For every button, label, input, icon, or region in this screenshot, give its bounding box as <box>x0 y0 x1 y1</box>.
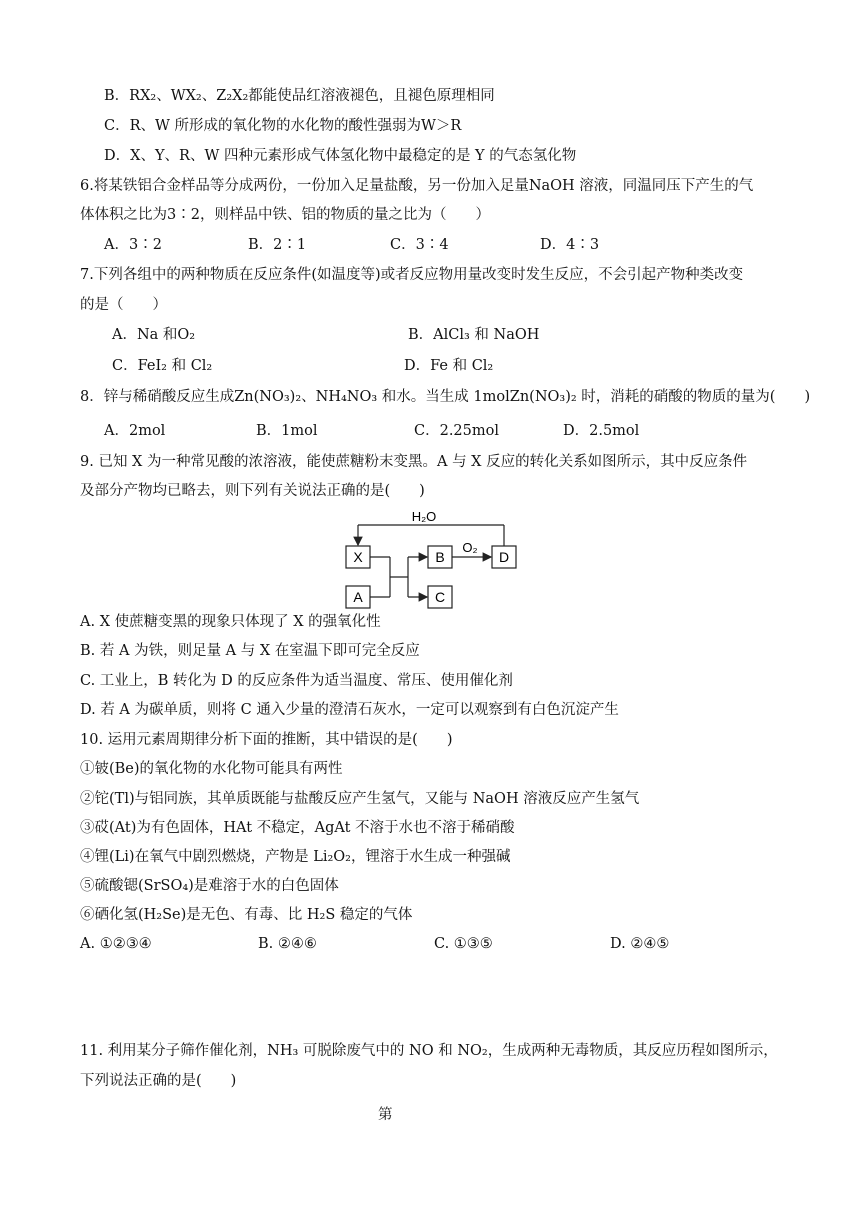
q10-option-b: B. ②④⑥ <box>258 936 317 952</box>
q9-stem-line1: 9. 已知 X 为一种常见酸的浓溶液，能使蔗糖粉末变黑。A 与 X 反应的转化关系如图所示，其中反应条件 <box>80 454 748 470</box>
q6-stem-line1: 6.将某铁铝合金样品等分成两份，一份加入足量盐酸，另一份加入足量NaOH 溶液，同温同压下产生的气 <box>80 178 754 194</box>
q6-option-d: D．4∶3 <box>540 237 600 253</box>
q10-item-6: ⑥硒化氢(H₂Se)是无色、有毒、比 H₂S 稳定的气体 <box>80 907 413 923</box>
q7-option-d: D．Fe 和 Cl₂ <box>404 358 494 374</box>
label-o2: O₂ <box>462 540 478 555</box>
page-footer-label: 第 <box>378 1107 393 1123</box>
q9-reaction-diagram <box>330 505 530 610</box>
q10-item-3: ③砹(At)为有色固体，HAt 不稳定，AgAt 不溶于水也不溶于稀硝酸 <box>80 820 515 836</box>
q10-item-4: ④锂(Li)在氧气中剧烈燃烧，产物是 Li₂O₂，锂溶于水生成一种强碱 <box>80 849 511 865</box>
box-d-label: D <box>498 549 510 565</box>
q6-option-a: A．3∶2 <box>104 237 162 253</box>
q8-stem: 8．锌与稀硝酸反应生成Zn(NO₃)₂、NH₄NO₃ 和水。当生成 1molZn(NO₃)₂ 时，消耗的硝酸的物质的量为( ) <box>80 389 811 405</box>
q10-item-5: ⑤硫酸锶(SrSO₄)是难溶于水的白色固体 <box>80 878 339 894</box>
q10-stem: 10. 运用元素周期律分析下面的推断，其中错误的是( ) <box>80 732 453 748</box>
q6-option-b: B．2∶1 <box>248 237 307 253</box>
label-h2o: H₂O <box>411 509 437 524</box>
q9-option-d: D. 若 A 为碳单质，则将 C 通入少量的澄清石灰水，一定可以观察到有白色沉淀产生 <box>80 702 619 718</box>
q5-option-d: D．X、Y、R、W 四种元素形成气体氢化物中最稳定的是 Y 的气态氢化物 <box>104 148 577 164</box>
q10-item-2: ②铊(Tl)与铝同族，其单质既能与盐酸反应产生氢气，又能与 NaOH 溶液反应产生氢气 <box>80 791 640 807</box>
q8-option-b: B．1mol <box>256 423 318 439</box>
q10-option-c: C. ①③⑤ <box>434 936 493 952</box>
q8-option-a: A．2mol <box>104 423 166 439</box>
q5-option-b: B．RX₂、WX₂、Z₂X₂都能使品红溶液褪色，且褪色原理相同 <box>104 88 495 104</box>
q7-option-a: A．Na 和O₂ <box>112 327 196 343</box>
q8-option-d: D．2.5mol <box>563 423 640 439</box>
q7-stem-line1: 7.下列各组中的两种物质在反应条件(如温度等)或者反应物用量改变时发生反应，不会引起产物种类改变 <box>80 267 744 283</box>
q10-item-1: ①铍(Be)的氧化物的水化物可能具有两性 <box>80 761 343 777</box>
q9-stem-line2: 及部分产物均已略去，则下列有关说法正确的是( ) <box>80 483 425 499</box>
q7-option-b: B．AlCl₃ 和 NaOH <box>408 327 540 343</box>
q11-stem-line2: 下列说法正确的是( ) <box>80 1073 237 1089</box>
box-a-label: A <box>353 589 363 605</box>
q9-option-c: C. 工业上，B 转化为 D 的反应条件为适当温度、常压、使用催化剂 <box>80 673 513 689</box>
box-b-label: B <box>435 549 445 565</box>
q6-option-c: C．3∶4 <box>390 237 449 253</box>
q7-stem-line2: 的是（ ） <box>80 297 167 313</box>
box-x-label: X <box>353 549 363 565</box>
q7-option-c: C．FeI₂ 和 Cl₂ <box>112 358 213 374</box>
q9-option-b: B. 若 A 为铁，则足量 A 与 X 在室温下即可完全反应 <box>80 643 420 659</box>
box-c-label: C <box>434 589 446 605</box>
q8-option-c: C．2.25mol <box>414 423 499 439</box>
q6-stem-line2: 体体积之比为3∶2，则样品中铁、铝的物质的量之比为（ ） <box>80 207 490 223</box>
q10-option-d: D. ②④⑤ <box>610 936 670 952</box>
q11-stem-line1: 11. 利用某分子筛作催化剂，NH₃ 可脱除废气中的 NO 和 NO₂，生成两种无毒物质，其反应历程如图所示， <box>80 1043 778 1059</box>
q9-option-a: A. X 使蔗糖变黑的现象只体现了 X 的强氧化性 <box>80 614 381 630</box>
q10-option-a: A. ①②③④ <box>80 936 152 952</box>
q5-option-c: C．R、W 所形成的氧化物的水化物的酸性强弱为W＞R <box>104 118 462 134</box>
